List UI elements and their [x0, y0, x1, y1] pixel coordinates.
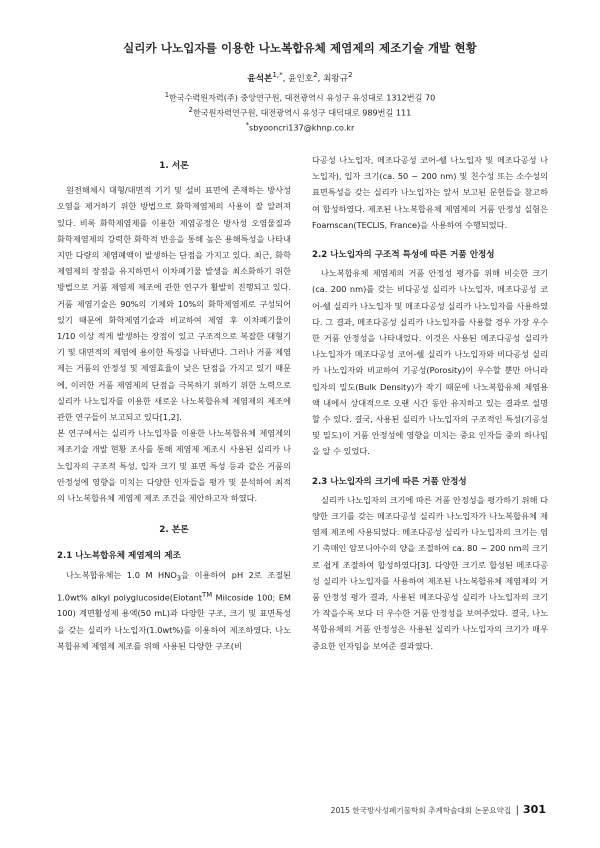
- section-heading-body: 2. 본론: [159, 525, 189, 536]
- page-number: 301: [523, 803, 546, 816]
- intro-paragraph-2: 본 연구에서는 실리카 나노입자를 이용한 나노복합유체 제염제의 제조기술 개발 현황 조사를 통해 제염제 제조시 사용된 실리카 나노입자의 구조적 특성, 입자 크기 및 표면 특성 등과 같은 거품의 안정성에 영향을 미치는 다양한 인자들을 평가 및 분석하여 최적의 나노복합유체 제염제 제조 조건을 제안하고자 하였다.: [57, 428, 291, 504]
- subsection-heading-2-3: 2.3 나노입자의 크기에 따른 거품 안정성: [312, 476, 467, 487]
- page-footer: [331, 803, 546, 816]
- author-email: *sbyooncri137@khnp.co.kr: [245, 121, 355, 133]
- body-paragraph-2-1: 나노복합유체는 1.0 M $HNO_3$을 이용하여 pH 2로 조절된 1.0wt% alkyl polyglucoside(Elotant™ Milcoside 100; EM 100) 계면활성제 용액(50 mL)과 다양한 구조, 크기 및 표면특성을 갖는 실리카 나노입자(1.0wt%)를 이용하여 제조하였다. 나노복합유체 제염제 제조를 위해 사용된 다양한 구조(비: [57, 569, 292, 651]
- section-heading-introduction: 1. 서론: [159, 161, 189, 171]
- author-3-sup: 2: [348, 70, 353, 79]
- footer-separator: |: [515, 805, 520, 816]
- author-3: , 최왕규: [317, 73, 349, 84]
- affiliation-2: $^2$한국원자력연구원, 대전광역시 유성구 대덕대로 989번길 111: [188, 106, 412, 118]
- right-column: [312, 152, 548, 654]
- subsection-heading-2-1: 2.1 나노복합유체 제염제의 제조: [57, 551, 181, 562]
- author-main-sup: 1,*: [272, 70, 283, 79]
- journal-name: 2015 한국방사성폐기물학회 추계학술대회 논문요약집: [330, 806, 512, 815]
- body-paragraph-2-1-cont: 다공성 나노입자, 메조다공성 코어-쉘 나노입자 및 메조다공성 나노입자), 입자 크기(ca. 50 ~ 200 nm) 및 친수성 또는 소수성의 표면특성을 갖는 실리카 나노입자는 앞서 보고된 문헌들을 참고하여 합성하였다. 제조된 나노복합유체 제염제의 거품 안정성 실험은 Foamscan(TECLIS, France)을 사용하여 수행되었다.: [312, 155, 548, 230]
- paper-header: [0, 40, 600, 134]
- subsection-heading-2-2: 2.2 나노입자의 구조적 특성에 따른 거품 안정성: [312, 250, 495, 261]
- affiliation-1: $^1$한국수력원자력(주) 중앙연구원, 대전광역시 유성구 유성대로 1312번길 70: [164, 90, 436, 103]
- author-2: , 윤인호: [282, 73, 314, 84]
- left-column: [57, 152, 291, 654]
- body-paragraph-2-3: 실리카 나노입자의 크기에 따른 거품 안정성을 평가하기 위해 다양한 크기를 갖는 메조다공성 실리카 나노입자가 나노복합유체 제염제 제조에 사용되었다. 메조다공성 실리카 나노입자의 크기는 염기 촉매인 암모니아수의 양을 조절하여 ca. 80 ~ 200 nm의 크기로 쉽게 조절하여 합성하였다[3]. 다양한 크기로 합성된 메조다공성 실리카 나노입자를 사용하여 제조된 나노복합유체 제염제의 거품 안정성 평가 결과, 사용된 메조다공성 실리카 나노입자의 크기가 작을수록 보다 더 우수한 거품 안정성을 보여주었다. 결국, 나노복합유체의 거품 안정성은 사용된 실리카 나노입자의 크기가 매우 중요한 인자임을 보여준 결과였다.: [312, 494, 548, 651]
- body-paragraph-2-2: 나노복합유체 제염제의 거품 안정성 평가를 위해 비슷한 크기(ca. 200 nm)를 갖는 비다공성 실리카 나노입자, 메조다공성 코어-쉘 실리카 나노입자 및 메조다공성 실리카 나노입자를 사용하였다. 그 결과, 메조다공성 실리카 나노입자를 사용할 경우 가장 우수한 거품 안정성을 나타내었다. 이것은 사용된 메조다공성 실리카 나노입자가 메조다공성 코어-쉘 실리카 나노입자와 비다공성 실리카 나노입자와 비교하여 기공성(Porosity)이 우수할 뿐만 아니라 입자의 밀도(Bulk Density)가 작기 때문에 나노복합유체 제염용액 내에서 상대적으로 오랜 시간 동안 유지하고 있는 결과로 설명할 수 있다. 결국, 사용된 실리카 나노입자의 구조적인 특성(기공성 및 밀도)이 거품 안정성에 영향을 미치는 중요 인자들 중의 하나임을 알 수 있었다.: [312, 268, 548, 457]
- author-list: [0, 70, 600, 84]
- intro-paragraph-1: 원전해체시 대형/대면적 기기 및 설비 표면에 존재하는 방사성 오염을 제거하기 위한 방법으로 화학제염제의 사용이 잘 알려져 있다. 비록 화학제염제를 이용한 제염공정은 방사성 오염물질과 화학제염제의 강력한 화학적 반응을 통해 높은 용해특성을 나타내지만 다량의 제염폐액이 발생하는 단점을 가지고 있다. 최근, 화학제염제의 장점을 유지하면서 이차폐기물 발생을 최소화하기 위한 방법으로 거품 제염제 제조에 관한 연구가 활발히 진행되고 있다. 거품 제염기술은 90%의 기체와 10%의 화학제염제로 구성되어 있기 때문에 화학제염기술과 비교하여 제염 후 이차폐기물이 1/10 이상 적게 발생하는 장점이 있고 구조적으로 복잡한 대형기기 및 대면적의 제염에 용이한 특징을 나타낸다. 그러나 거품 제염제는 거품의 안정성 및 제염효율이 낮은 단점을 가지고 있기 때문에, 이러한 거품 제염제의 단점을 극복하기 위하기 위한 노력으로 실리카 나노입자를 이용한 새로운 나노복합유체 제염제의 제조에 관한 연구들이 보고되고 있다[1,2].: [57, 185, 291, 423]
- author-2-sup: 2: [313, 70, 318, 79]
- paper-title: 실리카 나노입자를 이용한 나노복합유체 제염제의 제조기술 개발 현황: [123, 41, 477, 55]
- author-main: 윤석본: [247, 73, 273, 84]
